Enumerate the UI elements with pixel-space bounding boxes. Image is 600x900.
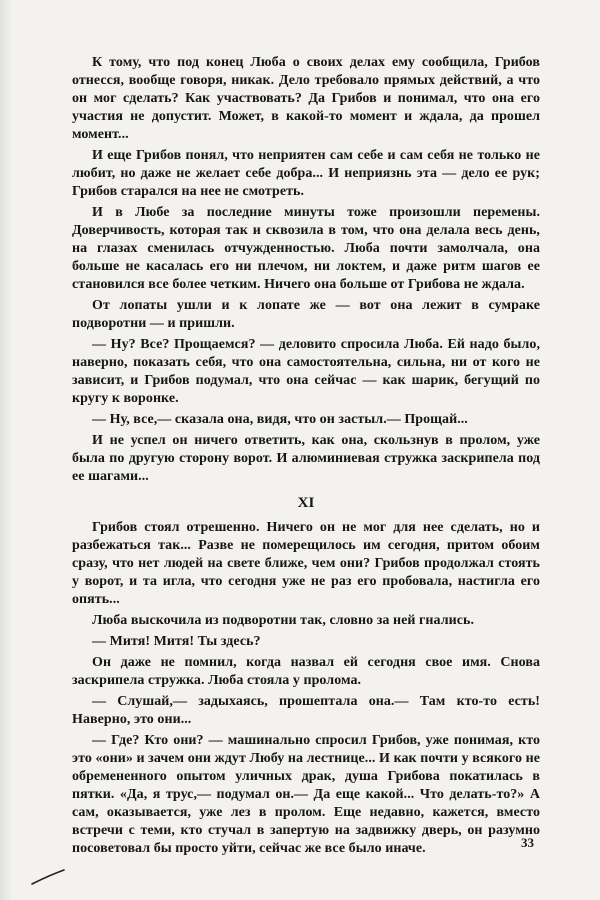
chapter-heading: XI [297, 495, 315, 511]
page-edge-shadow [0, 0, 12, 900]
paragraph-8: Грибов стоял отрешенно. Ничего он не мог для нее сделать, но и разбежаться так... Разве не померещилось им сегодня, притом обоим сразу, что нет людей на свете ближе, чем они? Грибов продолжал стоять у ворот, и та игла, что сегодня уже не раз его пробовала, настигла его опять... [72, 520, 540, 607]
paragraph-2: И еще Грибов понял, что неприятен сам себе и сам себя не только не любит, но даже не желает себе добра... И неприязнь эта — дело ее рук; Грибов старался на нее не смотреть. [72, 148, 540, 199]
paragraph-10: — Митя! Митя! Ты здесь? [92, 634, 261, 649]
paragraph-6: — Ну, все,— сказала она, видя, что он застыл.— Прощай... [92, 412, 468, 427]
paragraph-11: Он даже не помнил, когда назвал ей сегодня свое имя. Снова заскрипела стружка. Люба стояла у пролома. [72, 655, 540, 688]
paragraph-9: Люба выскочила из подворотни так, словно за ней гнались. [92, 613, 475, 628]
paragraph-3: И в Любе за последние минуты тоже произошли перемены. Доверчивость, которая так и сквозила в том, что она делала весь день, на глазах сменилась отчужденностью. Люба почти замолчала, она больше не касалась его ни плечом, ни локтем, и даже ритм шагов ее становился все более четким. Ничего она больше от Грибова не ждала. [72, 205, 540, 292]
paragraph-5: — Ну? Все? Прощаемся? — деловито спросила Люба. Ей надо было, наверно, показать себя, что она самостоятельна, сильна, ни от кого не зависит, и Грибов подумал, что она сейчас — как шарик, бегущий по кругу к воронке. [72, 337, 540, 406]
page-number: 33 [521, 835, 534, 850]
book-page-text [72, 54, 540, 858]
pen-mark-icon [30, 868, 66, 886]
paragraph-1: К тому, что под конец Люба о своих делах ему сообщила, Грибов отнесся, вообще говоря, никак. Дело требовало прямых действий, а что он мог сделать? Как участвовать? Да Грибов и понимал, что она его участия не допустит. Может, в какой-то момент и ждала, да прошел момент... [72, 55, 540, 142]
paragraph-13: — Где? Кто они? — машинально спросил Грибов, уже понимая, кто это «они» и зачем они ждут Любу на лестнице... И как почти у всякого не обремененного опытом уличных драк, душа Грибова покатилась в пятки. «Да, я трус,— подумал он.— Да еще какой... Что делать-то?» А сам, оказывается, уже лез в пролом. Еще недавно, кажется, вместо встречи с теми, кто стучал в запертую на задвижку дверь, он разумно посоветовал бы просто уйти, сейчас же все было иначе. [72, 733, 540, 856]
paragraph-12: — Слушай,— задыхаясь, прошептала она.— Там кто-то есть! Наверно, это они... [72, 694, 540, 727]
paragraph-4: От лопаты ушли и к лопате же — вот она лежит в сумраке подворотни — и пришли. [72, 298, 540, 331]
paragraph-7: И не успел он ничего ответить, как она, скользнув в пролом, уже была по другую сторону ворот. И алюминиевая стружка заскрипела под ее шагами... [72, 433, 540, 484]
